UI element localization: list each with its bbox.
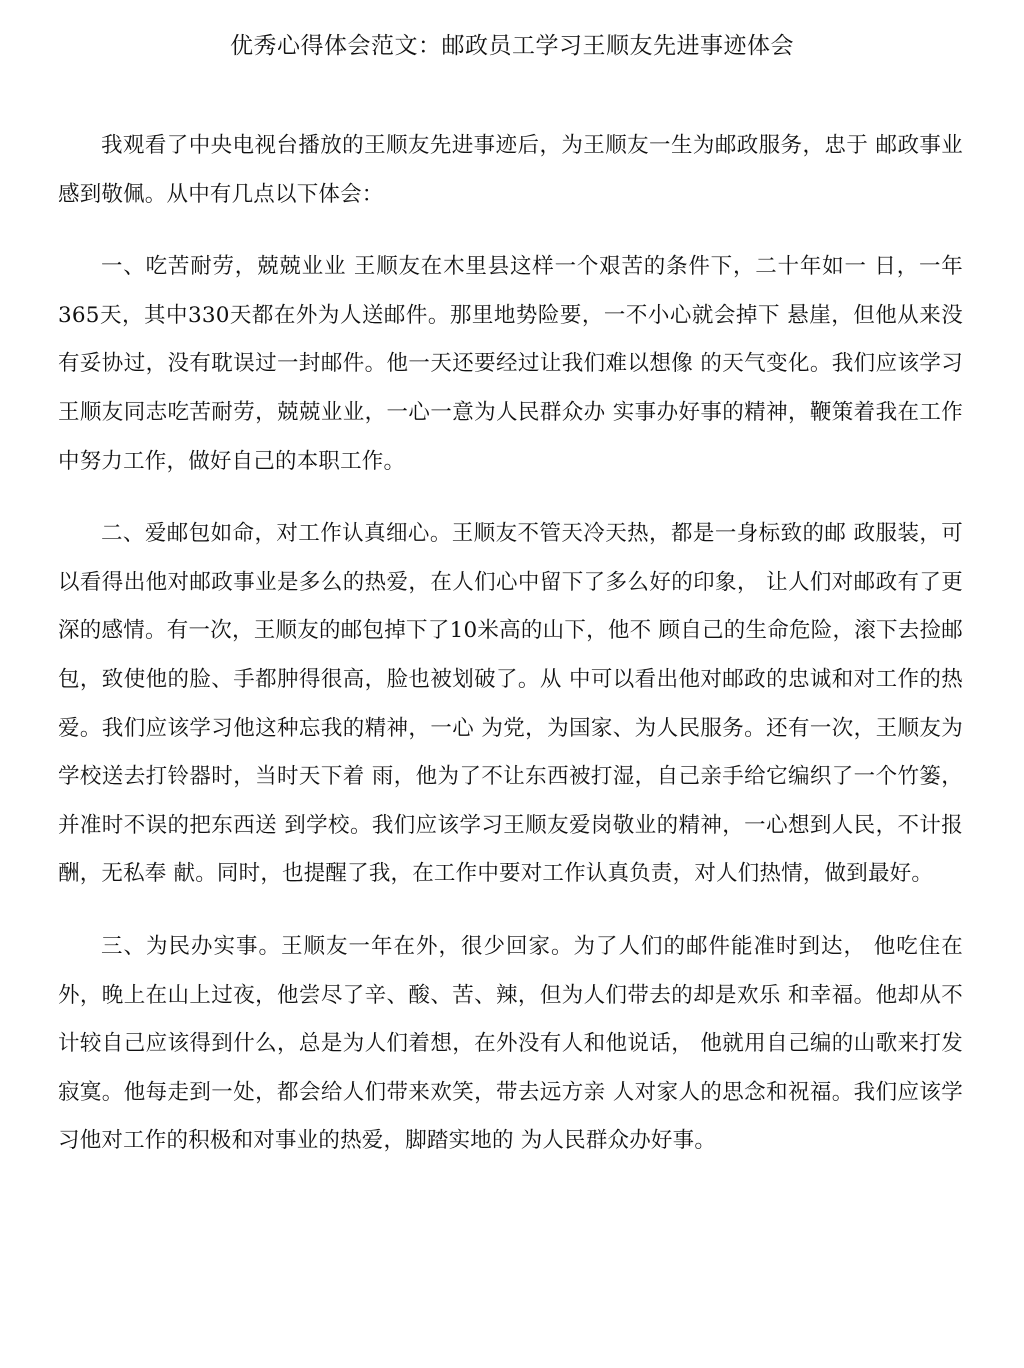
paragraph-point-two: 二、爱邮包如命，对工作认真细心。王顺友不管天冷天热，都是一身标致的邮 政服装，可以看得出他对邮政事业是多么的热爱，在人们心中留下了多么好的印象， 让人们对邮政有了更深的感情。有一次，王顺友的邮包掉下了10米高的山下，他不 顾自己的生命危险，滚下去捡邮包，致使他的脸、手都肿得很高，脸也被划破了。从 中可以看出他对邮政的忠诚和对工作的热爱。我们应该学习他这种忘我的精神，一心 为党，为国家、为人民服务。还有一次，王顺友为学校送去打铃器时，当时天下着 雨，他为了不让东西被打湿，自己亲手给它编织了一个竹篓，并准时不误的把东西送 到学校。我们应该学习王顺友爱岗敬业的精神，一心想到人民，不计报酬，无私奉 献。同时，也提醒了我，在工作中要对工作认真负责，对人们热情，做到最好。	[58, 521, 963, 887]
document-title: 优秀心得体会范文：邮政员工学习王顺友先进事迹体会	[230, 33, 794, 59]
paragraph-point-one: 一、吃苦耐劳，兢兢业业 王顺友在木里县这样一个艰苦的条件下，二十年如一 日，一年365天，其中330天都在外为人送邮件。那里地势险要，一不小心就会掉下 悬崖，但他从来没有妥协过，没有耽误过一封邮件。他一天还要经过让我们难以想像 的天气变化。我们应该学习王顺友同志吃苦耐劳，兢兢业业，一心一意为人民群众办 实事办好事的精神，鞭策着我在工作中努力工作，做好自己的本职工作。	[58, 254, 963, 474]
paragraph-intro: 我观看了中央电视台播放的王顺友先进事迹后，为王顺友一生为邮政服务，忠于 邮政事业感到敬佩。从中有几点以下体会：	[58, 133, 963, 207]
document-body	[58, 122, 963, 1190]
paragraph-point-three: 三、为民办实事。王顺友一年在外，很少回家。为了人们的邮件能准时到达， 他吃住在外，晚上在山上过夜，他尝尽了辛、酸、苦、辣，但为人们带去的却是欢乐 和幸福。他却从不计较自己应该得到什么，总是为人们着想，在外没有人和他说话， 他就用自己编的山歌来打发寂寞。他每走到一处，都会给人们带来欢笑，带去远方亲 人对家人的思念和祝福。我们应该学习他对工作的积极和对事业的热爱，脚踏实地的 为人民群众办好事。	[58, 933, 963, 1154]
